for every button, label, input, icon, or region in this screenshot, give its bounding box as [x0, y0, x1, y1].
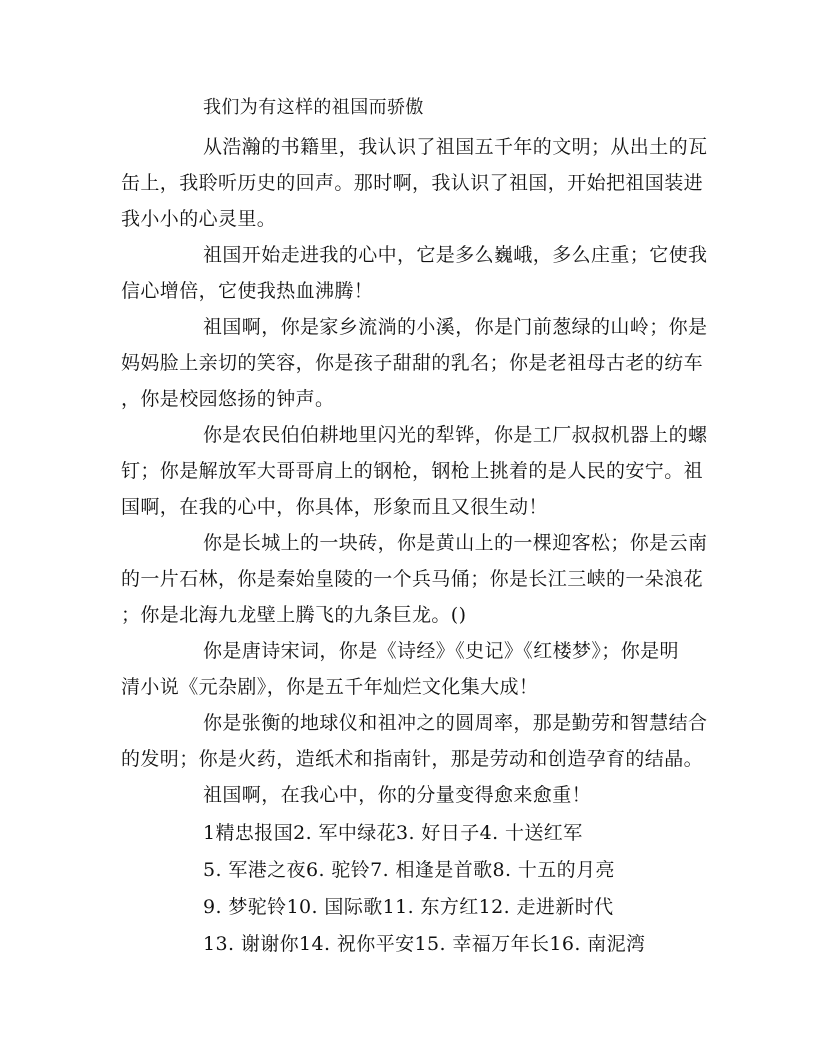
paragraph-line: ；你是北海九龙壁上腾飞的九条巨龙。(): [121, 604, 467, 626]
paragraph-line: 国啊，在我的心中，你具体，形象而且又很生动！: [121, 496, 548, 518]
paragraph-line: 你是张衡的地球仪和祖冲之的圆周率，那是勤劳和智慧结合: [203, 712, 708, 734]
paragraph-line: 钉；你是解放军大哥哥肩上的钢枪，钢枪上挑着的是人民的安宁。祖: [121, 460, 704, 482]
song-list-line: 1精忠报国2. 军中绿花3. 好日子4. 十送红军: [203, 822, 583, 844]
paragraph-line: 从浩瀚的书籍里，我认识了祖国五千年的文明；从出土的瓦: [203, 136, 708, 158]
song-list-line: 9. 梦驼铃10. 国际歌11. 东方红12. 走进新时代: [203, 896, 614, 918]
paragraph-line: 你是长城上的一块砖，你是黄山上的一棵迎客松；你是云南: [203, 532, 708, 554]
paragraph-line: 你是唐诗宋词，你是《诗经》《史记》《红楼梦》；你是明: [203, 640, 679, 662]
paragraph-line: 你是农民伯伯耕地里闪光的犁铧，你是工厂叔叔机器上的螺: [203, 424, 708, 446]
paragraph-line: ，你是校园悠扬的钟声。: [121, 388, 335, 410]
paragraph-line: 缶上，我聆听历史的回声。那时啊，我认识了祖国，开始把祖国装进: [121, 172, 704, 194]
paragraph-line: 我小小的心灵里。: [121, 208, 277, 230]
paragraph-line: 祖国啊，你是家乡流淌的小溪，你是门前葱绿的山岭；你是: [203, 316, 708, 338]
paragraph-line: 祖国开始走进我的心中，它是多么巍峨，多么庄重；它使我: [203, 244, 708, 266]
song-list-line: 13. 谢谢你14. 祝你平安15. 幸福万年长16. 南泥湾: [203, 933, 646, 955]
paragraph-line: 的一片石林，你是秦始皇陵的一个兵马俑；你是长江三峡的一朵浪花: [121, 568, 704, 590]
paragraph-line: 清小说《元杂剧》，你是五千年灿烂文化集大成！: [121, 676, 539, 698]
document-title: 我们为有这样的祖国而骄傲: [203, 97, 424, 118]
paragraph-line: 信心增倍，它使我热血沸腾！: [121, 280, 374, 302]
paragraph-line: 的发明；你是火药，造纸术和指南针，那是劳动和创造孕育的结晶。: [121, 748, 704, 770]
paragraph-line: 妈妈脸上亲切的笑容，你是孩子甜甜的乳名；你是老祖母古老的纺车: [121, 352, 704, 374]
paragraph-line: 祖国啊，在我心中，你的分量变得愈来愈重！: [203, 784, 592, 806]
song-list-line: 5. 军港之夜6. 驼铃7. 相逢是首歌8. 十五的月亮: [203, 859, 615, 881]
